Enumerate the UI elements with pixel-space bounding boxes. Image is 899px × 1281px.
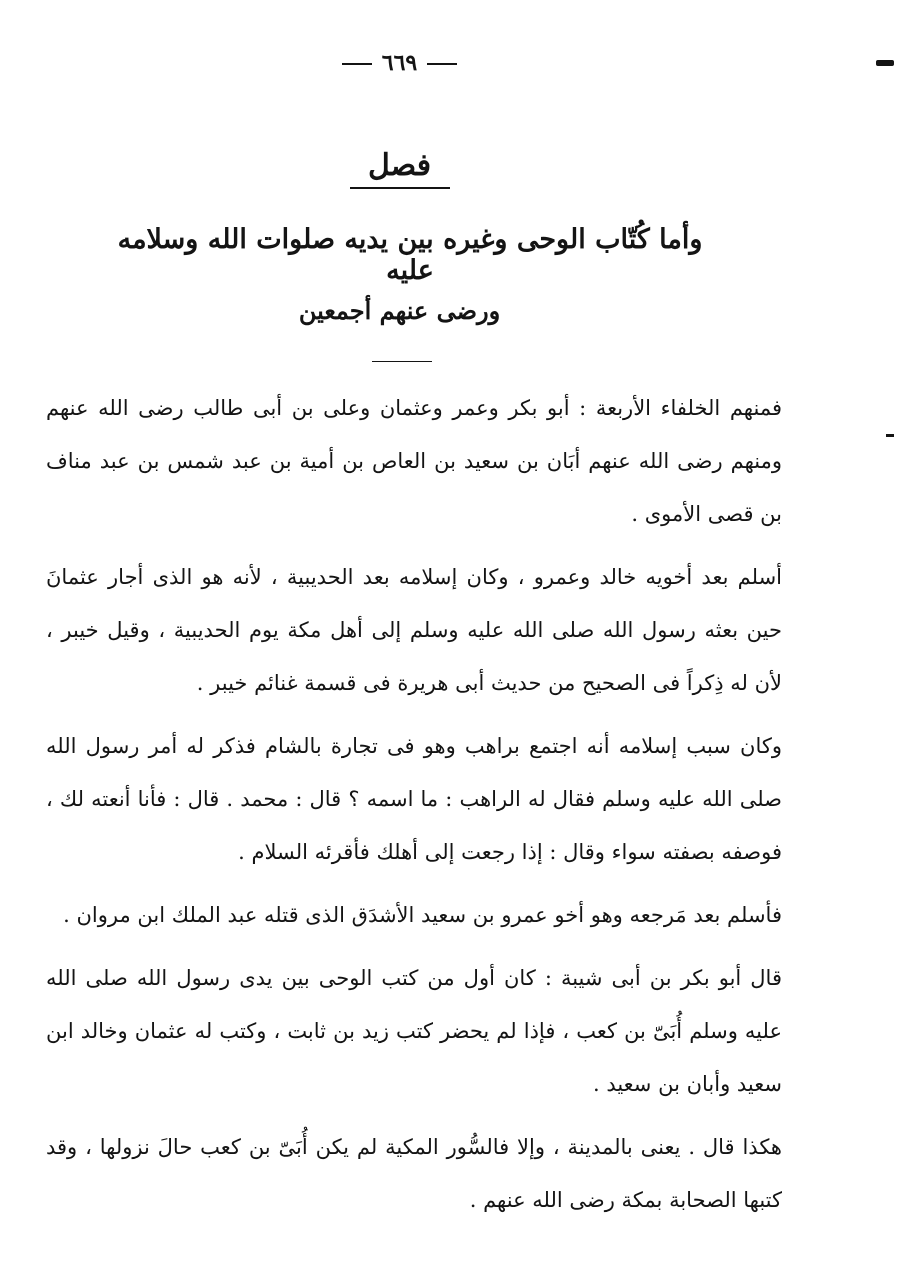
- paragraph: فأسلم بعد مَرجعه وهو أخو عمرو بن سعيد الأشدَق الذى قتله عبد الملك ابن مروان .: [63, 903, 782, 927]
- margin-ink-mark: [886, 434, 894, 437]
- section-title-underline: [350, 187, 450, 189]
- page-number: ٦٦٩: [381, 50, 418, 76]
- paragraph: أسلم بعد أخويه خالد وعمرو ، وكان إسلامه بعد الحديبية ، لأنه هو الذى أجار عثمانَ حين بعثه رسول الله صلى الله عليه وسلم إلى أهل مكة يوم الحديبية ، وقيل خيبر ، لأن له ذِكراً فى الصحيح من حديث أبى هريرة فى قسمة غنائم خيبر .: [46, 565, 782, 695]
- paragraph: هكذا قال . يعنى بالمدينة ، وإلا فالسُّور المكية لم يكن أُبَىّ بن كعب حالَ نزولها ، وقد كتبها الصحابة بمكة رضى الله عنهم .: [46, 1135, 782, 1212]
- paragraph: قال أبو بكر بن أبى شيبة : كان أول من كتب الوحى بين يدى رسول الله صلى الله عليه وسلم أُبَىّ بن كعب ، فإذا لم يحضر كتب زيد بن ثابت ، وكتب له عثمان وخالد ابن سعيد وأبان بن سعيد .: [46, 966, 782, 1096]
- body-text: [46, 382, 782, 1227]
- margin-ink-mark: [876, 60, 894, 66]
- page-number-header: [0, 50, 799, 76]
- chapter-heading-line-2: ورضى عنهم أجمعين: [298, 296, 501, 325]
- section-title: فصل: [367, 148, 432, 183]
- paragraph: وكان سبب إسلامه أنه اجتمع براهب وهو فى تجارة بالشام فذكر له أمر رسول الله صلى الله عليه وسلم فقال له الراهب : ما اسمه ؟ قال : محمد . قال : فأنا أنعته لك ، فوصفه بصفته سواء وقال : إذا رجعت إلى أهلك فأقرئه السلام .: [46, 734, 782, 864]
- heading-separator-rule: [372, 361, 432, 362]
- chapter-heading-line-1: وأما كُتّاب الوحى وغيره بين يديه صلوات الله وسلامه عليه: [117, 224, 703, 286]
- dash-left: [342, 63, 372, 65]
- dash-right: [427, 63, 457, 65]
- paragraph: فمنهم الخلفاء الأربعة : أبو بكر وعمر وعثمان وعلى بن أبى طالب رضى الله عنهم ومنهم رضى الله عنهم أبَان بن سعيد بن العاص بن أمية بن عبد شمس بن عبد مناف بن قصى الأموى .: [46, 396, 782, 526]
- section-title-block: [0, 148, 799, 189]
